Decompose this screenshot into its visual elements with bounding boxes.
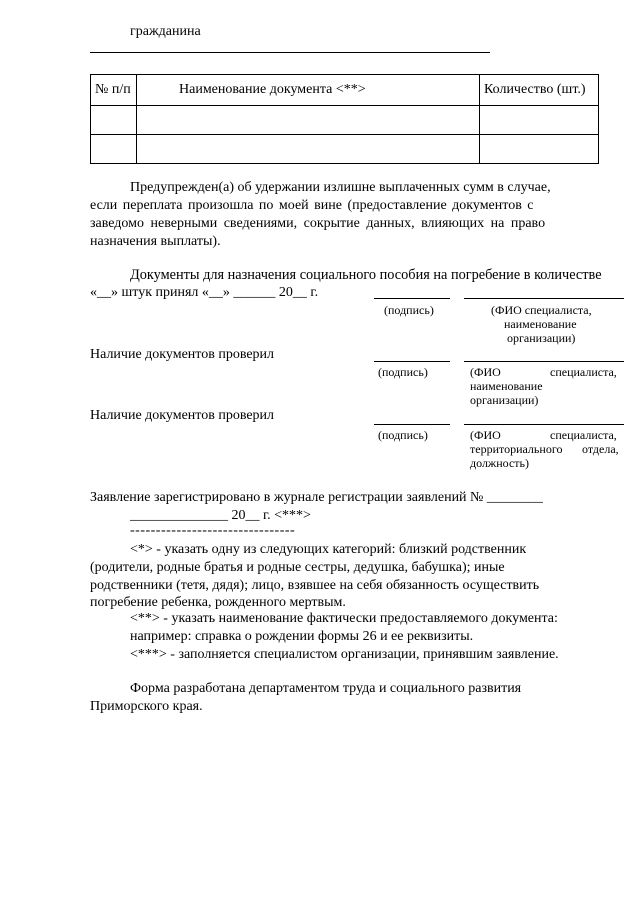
check2-signature-caption: (подпись)	[378, 428, 428, 442]
check2-label: Наличие документов проверил	[90, 408, 275, 423]
footnote-1-line-2: (родители, родные братья и родные сестры, дедушка, бабушка); иные	[90, 560, 505, 575]
column-header-document-name: Наименование документа <**>	[137, 75, 480, 106]
check2-fio-caption-2b: отдела,	[582, 442, 619, 456]
acceptance-line-1: Документы для назначения социального пособия на погребение в количестве	[130, 267, 602, 283]
acceptance-signature-line[interactable]	[374, 298, 450, 299]
acceptance-fio-line[interactable]	[464, 298, 624, 299]
check1-fio-caption-2: наименование	[470, 379, 543, 393]
check2-fio-caption-1b: специалиста,	[550, 428, 617, 442]
footer-line-2: Приморского края.	[90, 699, 203, 714]
citizen-name-line	[90, 52, 490, 53]
table-header-row	[91, 75, 599, 106]
warning-line-2: если переплата произошла по моей вине (предоставление документов с	[90, 198, 534, 213]
check2-fio-caption-3: должность)	[470, 456, 529, 470]
check2-signature-line[interactable]	[374, 424, 450, 425]
acceptance-fio-caption-3: организации)	[507, 331, 576, 345]
documents-table	[90, 74, 599, 164]
check2-fio-caption-2a: территориального	[470, 442, 563, 456]
warning-line-1: Предупрежден(а) об удержании излишне выплаченных сумм в случае,	[130, 180, 551, 195]
footnote-2-line-1: <**> - указать наименование фактически предоставляемого документа:	[130, 611, 558, 626]
registration-line-1: Заявление зарегистрировано в журнале регистрации заявлений № ________	[90, 490, 543, 505]
warning-line-4: назначения выплаты).	[90, 234, 221, 249]
check2-fio-caption-1: (ФИО	[470, 428, 501, 442]
citizen-label: гражданина	[130, 24, 201, 39]
check2-fio-line[interactable]	[464, 424, 624, 425]
table-cell[interactable]	[137, 135, 480, 164]
footnote-1-line-1: <*> - указать одну из следующих категорий: близкий родственник	[130, 542, 527, 557]
acceptance-line-2: «__» штук принял «__» ______ 20__ г.	[90, 285, 319, 300]
check1-fio-caption-3: организации)	[470, 393, 539, 407]
table-cell[interactable]	[91, 135, 137, 164]
table-row	[91, 106, 599, 135]
registration-line-2: ______________ 20__ г. <***>	[130, 508, 311, 523]
acceptance-fio-caption-2: наименование	[504, 317, 577, 331]
column-header-number: № п/п	[91, 75, 137, 106]
footnote-divider: --------------------------------	[130, 523, 296, 538]
acceptance-fio-caption-1: (ФИО специалиста,	[491, 303, 592, 317]
check1-fio-caption-1b: специалиста,	[550, 365, 617, 379]
table-cell[interactable]	[480, 135, 599, 164]
table-row	[91, 135, 599, 164]
check1-signature-caption: (подпись)	[378, 365, 428, 379]
footnote-3: <***> - заполняется специалистом организации, принявшим заявление.	[130, 647, 559, 662]
check1-label: Наличие документов проверил	[90, 347, 275, 362]
table-cell[interactable]	[91, 106, 137, 135]
check1-fio-line[interactable]	[464, 361, 624, 362]
warning-line-3: заведомо неверными сведениями, сокрытие данных, влияющих на право	[90, 216, 546, 231]
footer-line-1: Форма разработана департаментом труда и социального развития	[130, 681, 522, 696]
footnote-1-line-3: родственники (тетя, дядя); лицо, взявшее на себя обязанность осуществить	[90, 578, 540, 593]
footnote-1-line-4: погребение ребенка, рожденного мертвым.	[90, 595, 346, 610]
column-header-quantity: Количество (шт.)	[480, 75, 599, 106]
table-cell[interactable]	[137, 106, 480, 135]
table-cell[interactable]	[480, 106, 599, 135]
acceptance-signature-caption: (подпись)	[384, 303, 434, 317]
check1-fio-caption-1: (ФИО	[470, 365, 501, 379]
footnote-2-line-2: например: справка о рождении формы 26 и ее реквизиты.	[130, 629, 474, 644]
check1-signature-line[interactable]	[374, 361, 450, 362]
